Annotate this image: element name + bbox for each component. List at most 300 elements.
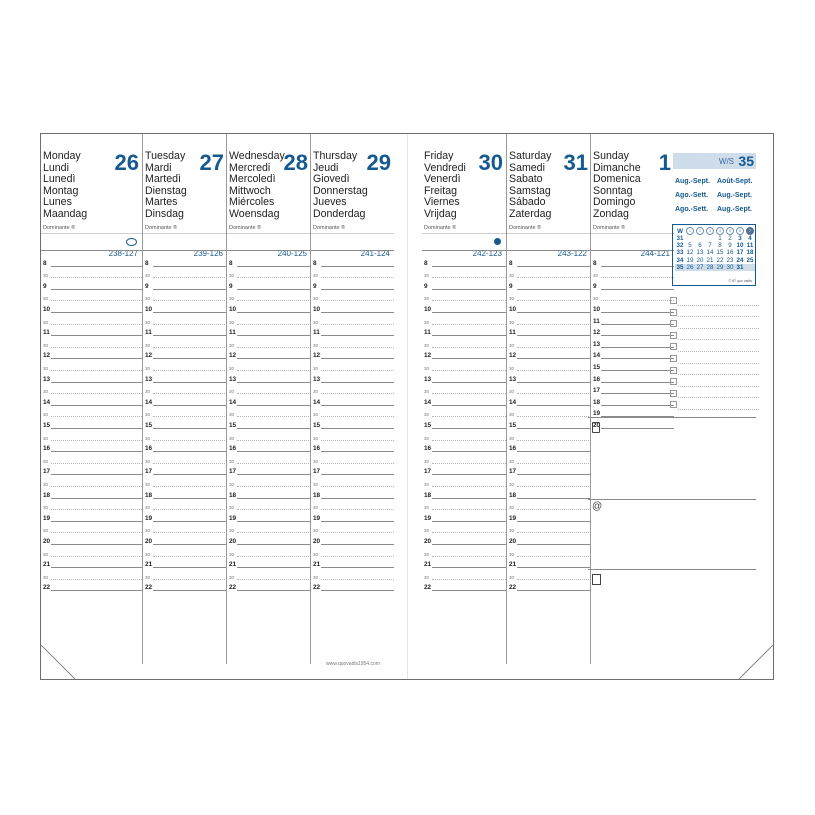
calendar-day[interactable]: 6 bbox=[698, 242, 702, 250]
day-name: Domingo bbox=[593, 196, 636, 209]
half-hour-row[interactable] bbox=[143, 475, 227, 487]
hour-row[interactable] bbox=[143, 278, 227, 290]
hour-row[interactable] bbox=[422, 255, 506, 267]
day-name: Mittwoch bbox=[229, 184, 271, 197]
hour-row[interactable] bbox=[591, 394, 674, 406]
hour-row[interactable] bbox=[41, 487, 142, 499]
hour-row[interactable] bbox=[227, 464, 311, 476]
half-hour-row[interactable] bbox=[41, 452, 142, 464]
half-hour-row[interactable] bbox=[422, 568, 506, 580]
calendar-day[interactable]: 3 bbox=[738, 235, 742, 243]
half-hour-row[interactable] bbox=[143, 406, 227, 418]
half-hour-row[interactable] bbox=[41, 475, 142, 487]
hour-row[interactable] bbox=[311, 278, 394, 290]
hour-row[interactable] bbox=[311, 417, 394, 429]
half-hour-row[interactable] bbox=[311, 499, 394, 511]
hour-label: 8 bbox=[593, 259, 597, 267]
month-label: Août-Sept. bbox=[717, 178, 753, 185]
hour-row[interactable] bbox=[422, 464, 506, 476]
half-hour-row[interactable] bbox=[143, 568, 227, 580]
half-hour-row[interactable] bbox=[311, 568, 394, 580]
hour-row[interactable] bbox=[227, 371, 311, 383]
hour-label: 21 bbox=[313, 561, 321, 569]
half-hour-row[interactable] bbox=[41, 336, 142, 348]
calendar-day[interactable]: 29 bbox=[716, 263, 724, 271]
half-hour-row[interactable] bbox=[227, 336, 311, 348]
half-hour-row[interactable] bbox=[311, 522, 394, 534]
hour-row[interactable] bbox=[591, 255, 674, 267]
checkbox[interactable] bbox=[670, 378, 677, 385]
hour-row[interactable] bbox=[311, 371, 394, 383]
half-hour-row[interactable] bbox=[422, 313, 506, 325]
hour-row[interactable] bbox=[507, 371, 591, 383]
hour-row[interactable] bbox=[311, 510, 394, 522]
day-name: Montag bbox=[43, 184, 79, 197]
half-hour-row[interactable] bbox=[41, 429, 142, 441]
half-hour-row[interactable] bbox=[227, 522, 311, 534]
checkbox[interactable] bbox=[670, 390, 677, 397]
task-row[interactable] bbox=[669, 398, 759, 410]
hour-label: 9 bbox=[43, 282, 47, 290]
half-hour-label: 30 bbox=[509, 574, 515, 580]
half-hour-row[interactable] bbox=[143, 452, 227, 464]
hour-row[interactable] bbox=[507, 533, 591, 545]
half-hour-row[interactable] bbox=[41, 406, 142, 418]
half-hour-row[interactable] bbox=[591, 290, 674, 302]
hour-label: 10 bbox=[145, 305, 153, 313]
half-hour-label: 30 bbox=[145, 319, 151, 325]
hour-row[interactable] bbox=[422, 348, 506, 360]
half-hour-row[interactable] bbox=[227, 359, 311, 371]
half-hour-row[interactable] bbox=[227, 429, 311, 441]
half-hour-row[interactable] bbox=[311, 267, 394, 279]
hour-row[interactable] bbox=[422, 394, 506, 406]
hour-row[interactable] bbox=[507, 557, 591, 569]
half-hour-label: 30 bbox=[313, 365, 319, 371]
hour-row[interactable] bbox=[311, 255, 394, 267]
half-hour-row[interactable] bbox=[143, 336, 227, 348]
hour-row[interactable] bbox=[311, 533, 394, 545]
half-hour-row[interactable] bbox=[311, 383, 394, 395]
hour-row[interactable] bbox=[143, 510, 227, 522]
hour-row[interactable] bbox=[41, 348, 142, 360]
half-hour-row[interactable] bbox=[143, 383, 227, 395]
task-row[interactable] bbox=[669, 317, 759, 329]
hour-row[interactable] bbox=[143, 487, 227, 499]
hour-row[interactable] bbox=[311, 394, 394, 406]
task-row[interactable] bbox=[669, 375, 759, 387]
hour-row[interactable] bbox=[591, 301, 674, 313]
half-hour-row[interactable] bbox=[507, 522, 591, 534]
half-hour-row[interactable] bbox=[311, 290, 394, 302]
hour-row[interactable] bbox=[591, 336, 674, 348]
hour-row[interactable] bbox=[41, 557, 142, 569]
half-hour-row[interactable] bbox=[227, 545, 311, 557]
calendar-day[interactable]: 12 bbox=[686, 249, 694, 257]
hour-row[interactable] bbox=[143, 464, 227, 476]
hour-row[interactable] bbox=[143, 441, 227, 453]
calendar-day[interactable] bbox=[695, 235, 705, 242]
checkbox[interactable] bbox=[670, 367, 677, 374]
hour-row[interactable] bbox=[227, 255, 311, 267]
checkbox[interactable] bbox=[670, 320, 677, 327]
hour-row[interactable] bbox=[311, 580, 394, 592]
hour-row[interactable] bbox=[422, 278, 506, 290]
hour-row[interactable] bbox=[227, 278, 311, 290]
hour-row[interactable] bbox=[143, 301, 227, 313]
half-hour-row[interactable] bbox=[41, 313, 142, 325]
hour-row[interactable] bbox=[422, 325, 506, 337]
hour-row[interactable] bbox=[311, 441, 394, 453]
day-of-year: 239-126 bbox=[193, 249, 223, 258]
hour-label: 13 bbox=[313, 375, 321, 383]
half-hour-row[interactable] bbox=[41, 499, 142, 511]
calendar-day[interactable]: 11 bbox=[746, 242, 754, 250]
calendar-day[interactable]: 17 bbox=[736, 249, 744, 257]
hour-row[interactable] bbox=[227, 348, 311, 360]
divider bbox=[143, 233, 227, 234]
calendar-day[interactable]: 23 bbox=[726, 256, 734, 264]
half-hour-label: 30 bbox=[229, 319, 235, 325]
week-number-cell: 31 bbox=[676, 235, 684, 243]
half-hour-row[interactable] bbox=[143, 522, 227, 534]
half-hour-row[interactable] bbox=[41, 522, 142, 534]
calendar-day[interactable]: 2 bbox=[728, 235, 732, 243]
hour-row[interactable] bbox=[227, 510, 311, 522]
calendar-day[interactable]: 27 bbox=[696, 263, 704, 271]
half-hour-row[interactable] bbox=[227, 568, 311, 580]
half-hour-row[interactable] bbox=[41, 359, 142, 371]
email-notes[interactable] bbox=[588, 499, 756, 570]
half-hour-row[interactable] bbox=[422, 545, 506, 557]
week-number-cell: 32 bbox=[676, 242, 684, 250]
half-hour-label: 30 bbox=[509, 296, 515, 302]
day-names bbox=[145, 151, 187, 221]
half-hour-row[interactable] bbox=[143, 499, 227, 511]
hour-row[interactable] bbox=[507, 510, 591, 522]
half-hour-row[interactable] bbox=[227, 267, 311, 279]
hour-row[interactable] bbox=[422, 441, 506, 453]
hour-row[interactable] bbox=[41, 441, 142, 453]
half-hour-row[interactable] bbox=[143, 267, 227, 279]
calendar-day[interactable] bbox=[685, 235, 695, 242]
half-hour-row[interactable] bbox=[422, 429, 506, 441]
hour-row[interactable] bbox=[591, 383, 674, 395]
half-hour-row[interactable] bbox=[507, 475, 591, 487]
hour-row[interactable] bbox=[227, 533, 311, 545]
hour-row[interactable] bbox=[422, 301, 506, 313]
half-hour-label: 30 bbox=[509, 481, 515, 487]
calendar-day[interactable]: 4 bbox=[748, 235, 752, 243]
calendar-day[interactable]: 14 bbox=[706, 249, 714, 257]
half-hour-row[interactable] bbox=[422, 499, 506, 511]
hour-label: 12 bbox=[145, 352, 153, 360]
hour-row[interactable] bbox=[143, 533, 227, 545]
half-hour-row[interactable] bbox=[143, 429, 227, 441]
half-hour-row[interactable] bbox=[422, 522, 506, 534]
half-hour-label: 30 bbox=[43, 505, 49, 511]
half-hour-row[interactable] bbox=[311, 313, 394, 325]
hour-row[interactable] bbox=[143, 417, 227, 429]
hour-row[interactable] bbox=[143, 325, 227, 337]
checkbox[interactable] bbox=[670, 309, 677, 316]
weekday-marker: 2 bbox=[696, 227, 704, 235]
hour-row[interactable] bbox=[143, 255, 227, 267]
half-hour-row[interactable] bbox=[41, 545, 142, 557]
half-hour-row[interactable] bbox=[507, 429, 591, 441]
half-hour-label: 30 bbox=[313, 389, 319, 395]
hour-row[interactable] bbox=[41, 394, 142, 406]
hour-row[interactable] bbox=[227, 301, 311, 313]
calendar-day[interactable]: 26 bbox=[686, 263, 694, 271]
calendar-day[interactable]: 18 bbox=[746, 249, 754, 257]
half-hour-row[interactable] bbox=[41, 383, 142, 395]
hour-row[interactable] bbox=[41, 464, 142, 476]
hour-row[interactable] bbox=[41, 371, 142, 383]
day-name: Dimanche bbox=[593, 161, 641, 174]
half-hour-label: 30 bbox=[229, 505, 235, 511]
half-hour-row[interactable] bbox=[227, 383, 311, 395]
half-hour-row[interactable] bbox=[422, 406, 506, 418]
half-hour-row[interactable] bbox=[311, 429, 394, 441]
divider bbox=[507, 250, 591, 251]
hour-row[interactable] bbox=[143, 557, 227, 569]
weekday-marker: 4 bbox=[716, 227, 724, 235]
half-hour-row[interactable] bbox=[422, 290, 506, 302]
phone-notes[interactable] bbox=[588, 417, 756, 500]
half-hour-row[interactable] bbox=[311, 336, 394, 348]
calendar-day[interactable] bbox=[745, 264, 755, 271]
checkbox[interactable] bbox=[670, 297, 677, 304]
hour-row[interactable] bbox=[143, 580, 227, 592]
day-name: Samedi bbox=[509, 161, 545, 174]
calendar-day[interactable]: 22 bbox=[716, 256, 724, 264]
hour-row[interactable] bbox=[507, 417, 591, 429]
half-hour-row[interactable] bbox=[422, 359, 506, 371]
half-hour-row[interactable] bbox=[311, 475, 394, 487]
hour-row[interactable] bbox=[422, 487, 506, 499]
half-hour-row[interactable] bbox=[227, 313, 311, 325]
half-hour-row[interactable] bbox=[227, 475, 311, 487]
hour-row[interactable] bbox=[143, 394, 227, 406]
hour-row[interactable] bbox=[227, 394, 311, 406]
hour-row[interactable] bbox=[591, 371, 674, 383]
hour-row[interactable] bbox=[422, 580, 506, 592]
calendar-day[interactable]: 20 bbox=[696, 256, 704, 264]
hour-row[interactable] bbox=[507, 580, 591, 592]
divider bbox=[41, 233, 142, 234]
hour-row[interactable] bbox=[41, 255, 142, 267]
hour-row[interactable] bbox=[227, 417, 311, 429]
half-hour-row[interactable] bbox=[227, 499, 311, 511]
hour-row[interactable] bbox=[507, 301, 591, 313]
day-name: Thursday bbox=[313, 150, 358, 162]
hour-row[interactable] bbox=[422, 557, 506, 569]
hour-row[interactable] bbox=[227, 580, 311, 592]
task-row[interactable] bbox=[669, 352, 759, 364]
hour-row[interactable] bbox=[143, 371, 227, 383]
dominante-label: Dominante ® bbox=[229, 225, 262, 231]
half-hour-row[interactable] bbox=[422, 383, 506, 395]
half-hour-label: 30 bbox=[424, 365, 430, 371]
half-hour-row[interactable] bbox=[422, 267, 506, 279]
hour-label: 11 bbox=[145, 329, 152, 337]
hour-label: 16 bbox=[43, 445, 51, 453]
hour-row[interactable] bbox=[311, 348, 394, 360]
month-label: Ago.-Sett. bbox=[675, 192, 709, 199]
half-hour-row[interactable] bbox=[507, 267, 591, 279]
half-hour-row[interactable] bbox=[591, 267, 674, 279]
day-name: Zaterdag bbox=[509, 207, 552, 220]
half-hour-row[interactable] bbox=[507, 568, 591, 580]
checkbox[interactable] bbox=[670, 343, 677, 350]
hour-row[interactable] bbox=[507, 464, 591, 476]
half-hour-row[interactable] bbox=[41, 267, 142, 279]
day-of-year: 243-122 bbox=[557, 249, 587, 258]
half-hour-row[interactable] bbox=[311, 545, 394, 557]
calendar-day[interactable] bbox=[705, 235, 715, 242]
hour-row[interactable] bbox=[507, 278, 591, 290]
hour-row[interactable] bbox=[311, 557, 394, 569]
hour-row[interactable] bbox=[507, 325, 591, 337]
half-hour-row[interactable] bbox=[507, 545, 591, 557]
half-hour-row[interactable] bbox=[507, 452, 591, 464]
hour-label: 9 bbox=[593, 282, 597, 290]
calendar-day[interactable]: 24 bbox=[736, 256, 744, 264]
hour-row[interactable] bbox=[591, 325, 674, 337]
hour-row[interactable] bbox=[591, 313, 674, 325]
half-hour-row[interactable] bbox=[143, 359, 227, 371]
checkbox[interactable] bbox=[670, 401, 677, 408]
half-hour-row[interactable] bbox=[507, 499, 591, 511]
half-hour-row[interactable] bbox=[227, 290, 311, 302]
hour-row[interactable] bbox=[227, 325, 311, 337]
calendar-day[interactable]: 19 bbox=[686, 256, 694, 264]
task-row[interactable] bbox=[669, 364, 759, 376]
hour-label: 8 bbox=[509, 259, 513, 267]
hour-row[interactable] bbox=[591, 406, 674, 418]
calendar-day[interactable]: 30 bbox=[726, 263, 734, 271]
half-hour-row[interactable] bbox=[507, 383, 591, 395]
calendar-day[interactable]: 8 bbox=[718, 242, 722, 250]
document-notes[interactable] bbox=[588, 569, 756, 665]
hour-row[interactable] bbox=[41, 417, 142, 429]
half-hour-row[interactable] bbox=[311, 452, 394, 464]
calendar-day[interactable]: 31 bbox=[736, 263, 744, 271]
hour-row[interactable] bbox=[591, 278, 674, 290]
half-hour-row[interactable] bbox=[507, 313, 591, 325]
half-hour-row[interactable] bbox=[227, 452, 311, 464]
divider bbox=[227, 233, 311, 234]
calendar-day[interactable]: 28 bbox=[706, 263, 714, 271]
half-hour-label: 30 bbox=[313, 528, 319, 534]
hour-row[interactable] bbox=[422, 371, 506, 383]
hour-row[interactable] bbox=[507, 487, 591, 499]
hour-label: 10 bbox=[313, 305, 321, 313]
half-hour-row[interactable] bbox=[422, 336, 506, 348]
hour-row[interactable] bbox=[422, 510, 506, 522]
hour-row[interactable] bbox=[227, 487, 311, 499]
page-gutter bbox=[407, 134, 408, 679]
hour-label: 13 bbox=[43, 375, 51, 383]
hour-row[interactable] bbox=[507, 348, 591, 360]
hour-row[interactable] bbox=[41, 580, 142, 592]
checkbox[interactable] bbox=[670, 355, 677, 362]
calendar-day[interactable]: 10 bbox=[736, 242, 744, 250]
half-hour-row[interactable] bbox=[422, 452, 506, 464]
task-row[interactable] bbox=[669, 306, 759, 318]
hour-row[interactable] bbox=[422, 417, 506, 429]
hour-row[interactable] bbox=[41, 301, 142, 313]
calendar-day[interactable]: 16 bbox=[726, 249, 734, 257]
hour-row[interactable] bbox=[311, 325, 394, 337]
hour-label: 16 bbox=[509, 445, 517, 453]
task-row[interactable] bbox=[669, 329, 759, 341]
half-hour-row[interactable] bbox=[41, 568, 142, 580]
hour-row[interactable] bbox=[41, 533, 142, 545]
hour-row[interactable] bbox=[591, 359, 674, 371]
day-name: Miércoles bbox=[229, 196, 275, 209]
task-row[interactable] bbox=[669, 387, 759, 399]
half-hour-row[interactable] bbox=[143, 290, 227, 302]
hour-label: 11 bbox=[424, 329, 431, 337]
calendar-day[interactable]: 1 bbox=[718, 235, 722, 243]
hour-row[interactable] bbox=[507, 441, 591, 453]
calendar-day[interactable]: 5 bbox=[688, 242, 692, 250]
half-hour-row[interactable] bbox=[507, 359, 591, 371]
hour-label: 9 bbox=[424, 282, 428, 290]
hour-row[interactable] bbox=[311, 464, 394, 476]
hour-label: 22 bbox=[424, 584, 432, 592]
half-hour-row[interactable] bbox=[143, 545, 227, 557]
calendar-day[interactable]: 9 bbox=[728, 242, 732, 250]
hour-row[interactable] bbox=[311, 301, 394, 313]
hour-row[interactable] bbox=[227, 441, 311, 453]
calendar-day[interactable]: 13 bbox=[696, 249, 704, 257]
half-hour-row[interactable] bbox=[143, 313, 227, 325]
task-row[interactable] bbox=[669, 294, 759, 306]
hour-row[interactable] bbox=[41, 325, 142, 337]
hour-row[interactable] bbox=[143, 348, 227, 360]
hour-row[interactable] bbox=[591, 348, 674, 360]
calendar-day[interactable]: 25 bbox=[746, 256, 754, 264]
half-hour-row[interactable] bbox=[507, 406, 591, 418]
hour-row[interactable] bbox=[41, 278, 142, 290]
half-hour-row[interactable] bbox=[311, 406, 394, 418]
calendar-day[interactable]: 21 bbox=[706, 256, 714, 264]
calendar-day[interactable]: 15 bbox=[716, 249, 724, 257]
hour-row[interactable] bbox=[227, 557, 311, 569]
day-of-year: 240-125 bbox=[277, 249, 307, 258]
hour-row[interactable] bbox=[422, 533, 506, 545]
hour-row[interactable] bbox=[507, 394, 591, 406]
half-hour-row[interactable] bbox=[422, 475, 506, 487]
half-hour-row[interactable] bbox=[507, 336, 591, 348]
half-hour-row[interactable] bbox=[227, 406, 311, 418]
half-hour-label: 30 bbox=[229, 528, 235, 534]
hour-line bbox=[517, 590, 591, 591]
hour-label: 19 bbox=[593, 410, 601, 418]
half-hour-row[interactable] bbox=[41, 290, 142, 302]
hour-row[interactable] bbox=[507, 255, 591, 267]
checkbox[interactable] bbox=[670, 332, 677, 339]
calendar-day[interactable]: 7 bbox=[708, 242, 712, 250]
task-row[interactable] bbox=[669, 340, 759, 352]
hour-row[interactable] bbox=[311, 487, 394, 499]
half-hour-row[interactable] bbox=[507, 290, 591, 302]
hour-row[interactable] bbox=[41, 510, 142, 522]
half-hour-row[interactable] bbox=[311, 359, 394, 371]
